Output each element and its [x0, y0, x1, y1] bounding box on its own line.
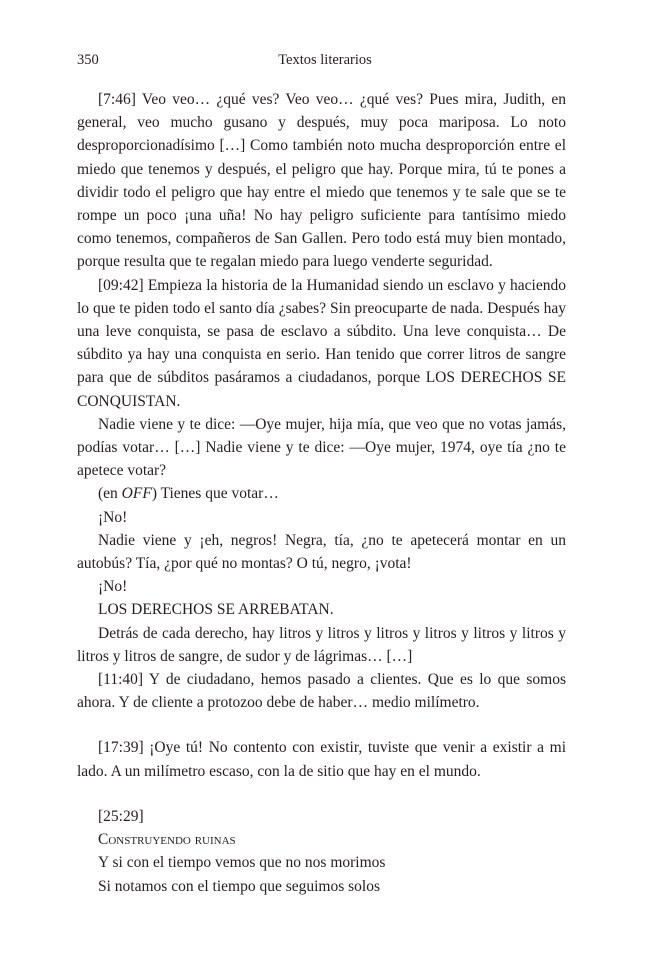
running-title: Textos literarios	[278, 52, 372, 68]
body-text	[77, 88, 566, 898]
paragraph-en-off	[77, 482, 566, 505]
en-off-suffix: ) Tienes que votar…	[151, 485, 279, 503]
paragraph-7-46: [7:46] Veo veo… ¿qué ves? Veo veo… ¿qué ves? Pues mira, Judith, en general, veo mucho gusano y después, muy poca mariposa. Lo noto desproporcionadísimo […] Como también noto mucha desproporción entre el miedo que tenemos y después, el peligro que hay. Porque mira, tú te pones a dividir todo el peligro que hay entre el miedo que tenemos y te sale que se te rompe un poco ¡una uña! No hay peligro suficiente para tantísimo miedo como tenemos, compañeros de San Gallen. Pero todo está muy bien montado, porque resulta que te regalan miedo para luego venderte seguridad.	[77, 91, 566, 271]
timestamp-25-29: [25:29]	[98, 807, 144, 825]
en-off-prefix: (en	[98, 485, 122, 503]
paragraph-11-40: [11:40] Y de ciudadano, hemos pasado a clientes. Que es lo que somos ahora. Y de cliente a protozoo debe de haber… medio milímetro.	[77, 671, 566, 712]
paragraph-no-2: ¡No!	[98, 578, 128, 596]
song-line-2: Si notamos con el tiempo que seguimos solos	[98, 877, 380, 895]
song-line-1: Y si con el tiempo vemos que no nos morimos	[98, 854, 386, 872]
paragraph-nadie-viene-negros: Nadie viene y ¡eh, negros! Negra, tía, ¿no te apetecerá montar en un autobús? Tía, ¿por qué no montas? O tú, negro, ¡vota!	[77, 531, 566, 573]
paragraph-detras-de-cada-derecho: Detrás de cada derecho, hay litros y litros y litros y litros y litros y litros y litros y litros de sangre, de sudor y de lágrimas… […]	[77, 624, 566, 665]
running-head	[0, 52, 650, 72]
paragraph-09-42: [09:42] Empieza la historia de la Humanidad siendo un esclavo y haciendo lo que te piden todo el santo día ¿sabes? Sin preocuparte de nada. Después hay una leve conquista, se pasa de esclavo a súbdito. Una leve conquista… De súbdito ya hay una conquista en serio. Han tenido que correr litros de sangre para que de súbditos pasáramos a ciudadanos, porque LOS DERECHOS SE CONQUISTAN.	[77, 276, 566, 410]
paragraph-nadie-viene-votar: Nadie viene y te dice: —Oye mujer, hija mía, que veo que no votas jamás, podías votar… […] Nadie viene y te dice: —Oye mujer, 1974, oye tía ¿no te apetece votar?	[77, 415, 566, 480]
paragraph-17-39: [17:39] ¡Oye tú! No contento con existir, tuviste que venir a existir a mi lado. A un milímetro escaso, con la de sitio que hay en el mundo.	[77, 739, 566, 780]
song-title: Construyendo ruinas	[98, 831, 236, 849]
paragraph-derechos-arrebatan: LOS DERECHOS SE ARREBATAN.	[98, 601, 334, 619]
paragraph-no-1: ¡No!	[98, 508, 128, 526]
page-number: 350	[77, 52, 99, 68]
off-word: OFF	[121, 485, 152, 503]
